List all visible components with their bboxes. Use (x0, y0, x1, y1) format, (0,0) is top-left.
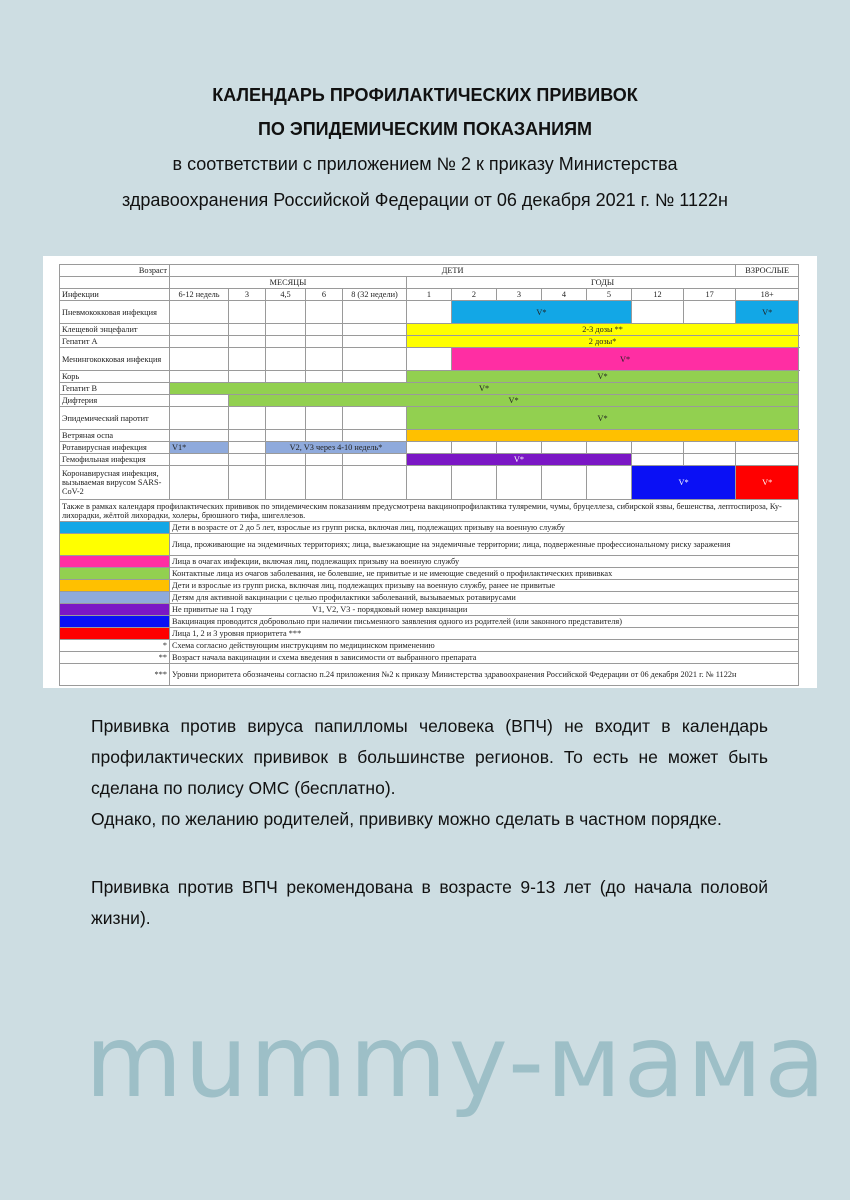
footnote-text: Схема согласно действующим инструкциям по медицинском применению (170, 640, 799, 652)
table-note: Также в рамках календаря профилактических прививок по эпидемическим показаниям предусмотрена вакцинопрофилактика туляремии, чумы, бруцеллеза, сибирской язвы, бешенства, лептоспироза, Ку-лихорадки, жёлтой лихорадки, холеры, брюшного тифа, шигеллезов. (60, 500, 799, 522)
group-children: ДЕТИ (170, 265, 736, 277)
footnote-row (60, 640, 799, 652)
infection-name: Клещевой энцефалит (60, 324, 170, 336)
infection-name: Менингококковая инфекция (60, 348, 170, 371)
footnote-symbol: *** (60, 664, 170, 686)
legend-text: Дети и взрослые из групп риска, включая лиц, подлежащих призыву на военную службу, ранее не привитые (170, 580, 799, 592)
page-subtitle-line1: в соответствии с приложением № 2 к приказу Министерства (172, 154, 678, 174)
age-header: 2 (452, 289, 497, 301)
infection-name: Гепатит А (60, 336, 170, 348)
legend-swatch (60, 616, 170, 628)
page-title-line1: КАЛЕНДАРЬ ПРОФИЛАКТИЧЕСКИХ ПРИВИВОК (212, 85, 638, 105)
footnote-symbol: * (60, 640, 170, 652)
infection-name: Эпидемический паротит (60, 407, 170, 430)
table-row (60, 407, 799, 430)
infection-name: Пневмококковая инфекция (60, 301, 170, 324)
legend-row (60, 556, 799, 568)
body-paragraph-3: Прививка против ВПЧ рекомендована в возрасте 9-13 лет (до начала половой жизни). (91, 877, 768, 928)
schedule-bar: V* (452, 301, 632, 324)
legend-row (60, 604, 799, 616)
body-paragraph-1: Прививка против вируса папилломы человека (ВПЧ) не входит в календарь профилактических прививок в большинстве регионов. То есть не может быть сделана по полису ОМС (бесплатно). Однако, по желанию родителей, прививку можно сделать в частном порядке. (91, 711, 768, 835)
page-subtitle-line2: здравоохранения Российской Федерации от 06 декабря 2021 г. № 1122н (122, 190, 728, 210)
schedule-bar: 2 дозы* (407, 336, 799, 348)
age-header: 17 (684, 289, 736, 301)
schedule-bar: V* (170, 383, 799, 395)
legend-swatch (60, 522, 170, 534)
footnote-text: Уровни приоритета обозначены согласно п.24 приложения №2 к приказу Министерства здравоохранения Российской Федерации от 06 декабря 2021 г. № 1122н (170, 664, 799, 686)
page-title-line2: ПО ЭПИДЕМИЧЕСКИМ ПОКАЗАНИЯМ (257, 119, 593, 139)
legend-swatch (60, 592, 170, 604)
schedule-bar: V* (736, 466, 799, 500)
table-row (60, 348, 799, 371)
schedule-bar: 2-3 дозы ** (407, 324, 799, 336)
table-row (60, 371, 799, 383)
legend-row (60, 522, 799, 534)
schedule-bar (407, 430, 799, 442)
table-row (60, 430, 799, 442)
schedule-bar: V2, V3 через 4-10 недель* (266, 442, 407, 454)
legend-swatch (60, 628, 170, 640)
legend-text: Вакцинация проводится добровольно при наличии письменного заявления одного из родителей (или законного представителя) (170, 616, 799, 628)
corner-infections: Инфекции (60, 289, 170, 301)
table-row (60, 395, 799, 407)
schedule-bar: V* (407, 454, 632, 466)
legend-text: Дети в возрасте от 2 до 5 лет, взрослые из групп риска, включая лиц, подлежащих призыву на военную службу (170, 522, 799, 534)
schedule-bar: V* (407, 371, 799, 383)
legend-swatch (60, 604, 170, 616)
legend-text: Лица, проживающие на эндемичных территориях; лица, выезжающие на эндемичные территории; лица, подверженные профессиональному риску заражения (170, 534, 799, 556)
legend-row (60, 534, 799, 556)
footnote-symbol: ** (60, 652, 170, 664)
corner-age: Возраст (60, 265, 170, 277)
legend-row (60, 568, 799, 580)
header (0, 78, 850, 218)
infection-name: Дифтерия (60, 395, 170, 407)
legend-text: Не привитые на 1 году V1, V2, V3 - порядковый номер вакцинации (170, 604, 799, 616)
table-row (60, 454, 799, 466)
infection-name: Ротавирусная инфекция (60, 442, 170, 454)
table-row (60, 301, 799, 324)
age-header: 1 (407, 289, 452, 301)
vaccination-calendar-table (59, 264, 799, 686)
schedule-bar: V* (632, 466, 736, 500)
table-row (60, 336, 799, 348)
footnote-row (60, 664, 799, 686)
table-row (60, 500, 799, 522)
age-header: 6-12 недель (170, 289, 229, 301)
age-header: 3 (497, 289, 542, 301)
group-months: МЕСЯЦЫ (170, 277, 407, 289)
age-header: 8 (32 недели) (343, 289, 407, 301)
schedule-bar: V* (736, 301, 799, 324)
legend-row (60, 628, 799, 640)
age-header: 3 (229, 289, 266, 301)
legend-text: Контактные лица из очагов заболевания, не болевшие, не привитые и не имеющие сведений о профилактических прививках (170, 568, 799, 580)
group-years: ГОДЫ (407, 277, 799, 289)
age-header: 12 (632, 289, 684, 301)
infection-name: Коронавирусная инфекция, вызываемая вирусом SARS-CoV-2 (60, 466, 170, 500)
body-paragraph-2: Однако, по желанию родителей, прививку можно сделать в частном порядке. (91, 809, 722, 829)
infection-name: Ветряная оспа (60, 430, 170, 442)
vaccination-calendar-image (43, 256, 817, 688)
age-header: 18+ (736, 289, 799, 301)
legend-row (60, 580, 799, 592)
age-header: 4 (542, 289, 587, 301)
table-row (60, 383, 799, 395)
infection-name: Корь (60, 371, 170, 383)
table-row (60, 466, 799, 500)
table-row (60, 442, 799, 454)
watermark-logo: mummy-мама (85, 1003, 828, 1120)
table-row (60, 324, 799, 336)
schedule-bar: V* (452, 348, 799, 371)
group-adults: ВЗРОСЛЫЕ (736, 265, 799, 277)
infection-name: Гепатит В (60, 383, 170, 395)
footnote-text: Возраст начала вакцинации и схема введения в зависимости от выбранного препарата (170, 652, 799, 664)
legend-swatch (60, 556, 170, 568)
legend-row (60, 616, 799, 628)
legend-swatch (60, 534, 170, 556)
footnote-row (60, 652, 799, 664)
age-header: 6 (306, 289, 343, 301)
legend-text: Лица в очагах инфекции, включая лиц, подлежащих призыву на военную службу (170, 556, 799, 568)
infection-name: Гемофильная инфекция (60, 454, 170, 466)
legend-text: Детям для активной вакцинации с целью профилактики заболеваний, вызываемых ротавирусами (170, 592, 799, 604)
age-header: 5 (587, 289, 632, 301)
schedule-bar: V1* (170, 442, 229, 454)
schedule-bar: V* (229, 395, 799, 407)
legend-swatch (60, 568, 170, 580)
legend-row (60, 592, 799, 604)
legend-swatch (60, 580, 170, 592)
age-header: 4,5 (266, 289, 306, 301)
legend-text: Лица 1, 2 и 3 уровня приоритета *** (170, 628, 799, 640)
schedule-bar: V* (407, 407, 799, 430)
